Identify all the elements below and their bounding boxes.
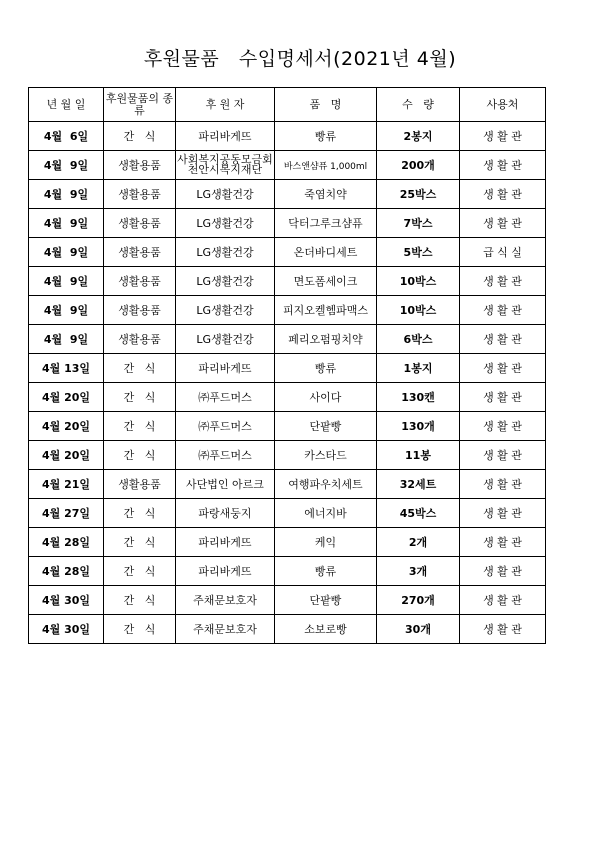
cell-quantity: 45박스	[377, 499, 460, 528]
cell-usage: 생 활 관	[460, 470, 546, 499]
cell-category: 간 식	[104, 499, 176, 528]
cell-donor: LG생활건강	[176, 209, 275, 238]
table-row	[29, 412, 546, 441]
cell-item: 빵류	[275, 354, 377, 383]
cell-category: 생활용품	[104, 209, 176, 238]
cell-category: 간 식	[104, 412, 176, 441]
cell-category: 생활용품	[104, 267, 176, 296]
cell-usage: 생 활 관	[460, 325, 546, 354]
cell-quantity: 200개	[377, 151, 460, 180]
table-row	[29, 499, 546, 528]
cell-category: 생활용품	[104, 238, 176, 267]
cell-item: 온더바디세트	[275, 238, 377, 267]
cell-donor: 파리바게뜨	[176, 122, 275, 151]
cell-usage: 생 활 관	[460, 441, 546, 470]
cell-category: 간 식	[104, 557, 176, 586]
header-item: 품 명	[275, 88, 377, 122]
cell-date: 4월 9일	[29, 296, 104, 325]
cell-donor: 파리바게뜨	[176, 354, 275, 383]
cell-usage: 생 활 관	[460, 412, 546, 441]
cell-item: 소보로빵	[275, 615, 377, 644]
cell-quantity: 32세트	[377, 470, 460, 499]
cell-donor: ㈜푸드머스	[176, 441, 275, 470]
cell-date: 4월 20일	[29, 412, 104, 441]
cell-quantity: 2봉지	[377, 122, 460, 151]
table-row	[29, 209, 546, 238]
header-usage: 사용처	[460, 88, 546, 122]
cell-category: 생활용품	[104, 296, 176, 325]
cell-item: 케익	[275, 528, 377, 557]
cell-donor: ㈜푸드머스	[176, 383, 275, 412]
cell-quantity: 5박스	[377, 238, 460, 267]
cell-item: 피지오켈헴파맥스	[275, 296, 377, 325]
cell-item: 페리오펌핑치약	[275, 325, 377, 354]
cell-date: 4월 30일	[29, 615, 104, 644]
cell-category: 생활용품	[104, 325, 176, 354]
cell-item: 단팥빵	[275, 586, 377, 615]
cell-usage: 생 활 관	[460, 296, 546, 325]
cell-category: 생활용품	[104, 180, 176, 209]
cell-item: 여행파우치세트	[275, 470, 377, 499]
cell-item: 에너지바	[275, 499, 377, 528]
cell-donor: LG생활건강	[176, 325, 275, 354]
cell-donor: 사회복지공동모금회 천안시복지재단	[176, 151, 275, 180]
header-date: 년 월 일	[29, 88, 104, 122]
table-row	[29, 441, 546, 470]
cell-usage: 생 활 관	[460, 528, 546, 557]
donation-ledger-table	[28, 87, 546, 644]
cell-date: 4월 9일	[29, 151, 104, 180]
cell-usage: 생 활 관	[460, 354, 546, 383]
cell-date: 4월 21일	[29, 470, 104, 499]
header-category: 후원물품의 종류	[104, 88, 176, 122]
cell-category: 간 식	[104, 586, 176, 615]
table-row	[29, 325, 546, 354]
cell-item: 단팥빵	[275, 412, 377, 441]
cell-usage: 생 활 관	[460, 383, 546, 412]
cell-date: 4월 6일	[29, 122, 104, 151]
table-row	[29, 267, 546, 296]
cell-usage: 생 활 관	[460, 180, 546, 209]
cell-donor: 파랑새둥지	[176, 499, 275, 528]
table-row	[29, 586, 546, 615]
cell-donor: LG생활건강	[176, 296, 275, 325]
cell-usage: 생 활 관	[460, 615, 546, 644]
cell-item: 닥터그루크샴퓨	[275, 209, 377, 238]
header-donor: 후 원 자	[176, 88, 275, 122]
cell-date: 4월 9일	[29, 325, 104, 354]
cell-date: 4월 20일	[29, 383, 104, 412]
ledger-body	[29, 122, 546, 644]
cell-date: 4월 28일	[29, 528, 104, 557]
cell-donor: LG생활건강	[176, 238, 275, 267]
cell-quantity: 1봉지	[377, 354, 460, 383]
cell-quantity: 10박스	[377, 267, 460, 296]
cell-category: 생활용품	[104, 151, 176, 180]
table-row	[29, 296, 546, 325]
cell-category: 간 식	[104, 383, 176, 412]
table-row	[29, 383, 546, 412]
cell-quantity: 3개	[377, 557, 460, 586]
cell-date: 4월 9일	[29, 238, 104, 267]
cell-date: 4월 28일	[29, 557, 104, 586]
cell-date: 4월 9일	[29, 180, 104, 209]
cell-date: 4월 20일	[29, 441, 104, 470]
cell-category: 간 식	[104, 122, 176, 151]
table-row	[29, 557, 546, 586]
cell-quantity: 7박스	[377, 209, 460, 238]
cell-quantity: 130개	[377, 412, 460, 441]
table-row	[29, 238, 546, 267]
cell-usage: 생 활 관	[460, 586, 546, 615]
header-row	[29, 88, 546, 122]
table-row	[29, 180, 546, 209]
cell-date: 4월 30일	[29, 586, 104, 615]
cell-quantity: 30개	[377, 615, 460, 644]
table-row	[29, 470, 546, 499]
table-row	[29, 615, 546, 644]
cell-quantity: 11봉	[377, 441, 460, 470]
cell-quantity: 6박스	[377, 325, 460, 354]
cell-item: 바스앤샴퓨 1,000ml	[275, 151, 377, 180]
cell-date: 4월 9일	[29, 209, 104, 238]
cell-donor: 파리바게뜨	[176, 528, 275, 557]
cell-category: 간 식	[104, 441, 176, 470]
cell-quantity: 270개	[377, 586, 460, 615]
cell-item: 빵류	[275, 122, 377, 151]
cell-item: 면도폼세이크	[275, 267, 377, 296]
cell-category: 간 식	[104, 354, 176, 383]
cell-donor: ㈜푸드머스	[176, 412, 275, 441]
table-row	[29, 122, 546, 151]
cell-donor: 파리바게뜨	[176, 557, 275, 586]
cell-donor: 주채문보호자	[176, 615, 275, 644]
table-row	[29, 151, 546, 180]
cell-quantity: 130캔	[377, 383, 460, 412]
cell-item: 죽염치약	[275, 180, 377, 209]
cell-item: 빵류	[275, 557, 377, 586]
table-row	[29, 528, 546, 557]
cell-usage: 급 식 실	[460, 238, 546, 267]
table-row	[29, 354, 546, 383]
cell-usage: 생 활 관	[460, 499, 546, 528]
cell-item: 사이다	[275, 383, 377, 412]
cell-donor: 사단법인 아르크	[176, 470, 275, 499]
cell-donor: LG생활건강	[176, 267, 275, 296]
cell-usage: 생 활 관	[460, 557, 546, 586]
cell-usage: 생 활 관	[460, 209, 546, 238]
cell-usage: 생 활 관	[460, 151, 546, 180]
cell-date: 4월 27일	[29, 499, 104, 528]
cell-quantity: 25박스	[377, 180, 460, 209]
cell-usage: 생 활 관	[460, 267, 546, 296]
document-title: 후원물품 수입명세서(2021년 4월)	[143, 48, 457, 70]
cell-date: 4월 13일	[29, 354, 104, 383]
cell-quantity: 2개	[377, 528, 460, 557]
cell-quantity: 10박스	[377, 296, 460, 325]
cell-date: 4월 9일	[29, 267, 104, 296]
cell-category: 간 식	[104, 615, 176, 644]
cell-donor: 주채문보호자	[176, 586, 275, 615]
cell-category: 생활용품	[104, 470, 176, 499]
cell-item: 카스타드	[275, 441, 377, 470]
cell-category: 간 식	[104, 528, 176, 557]
header-quantity: 수 량	[377, 88, 460, 122]
cell-usage: 생 활 관	[460, 122, 546, 151]
cell-donor: LG생활건강	[176, 180, 275, 209]
